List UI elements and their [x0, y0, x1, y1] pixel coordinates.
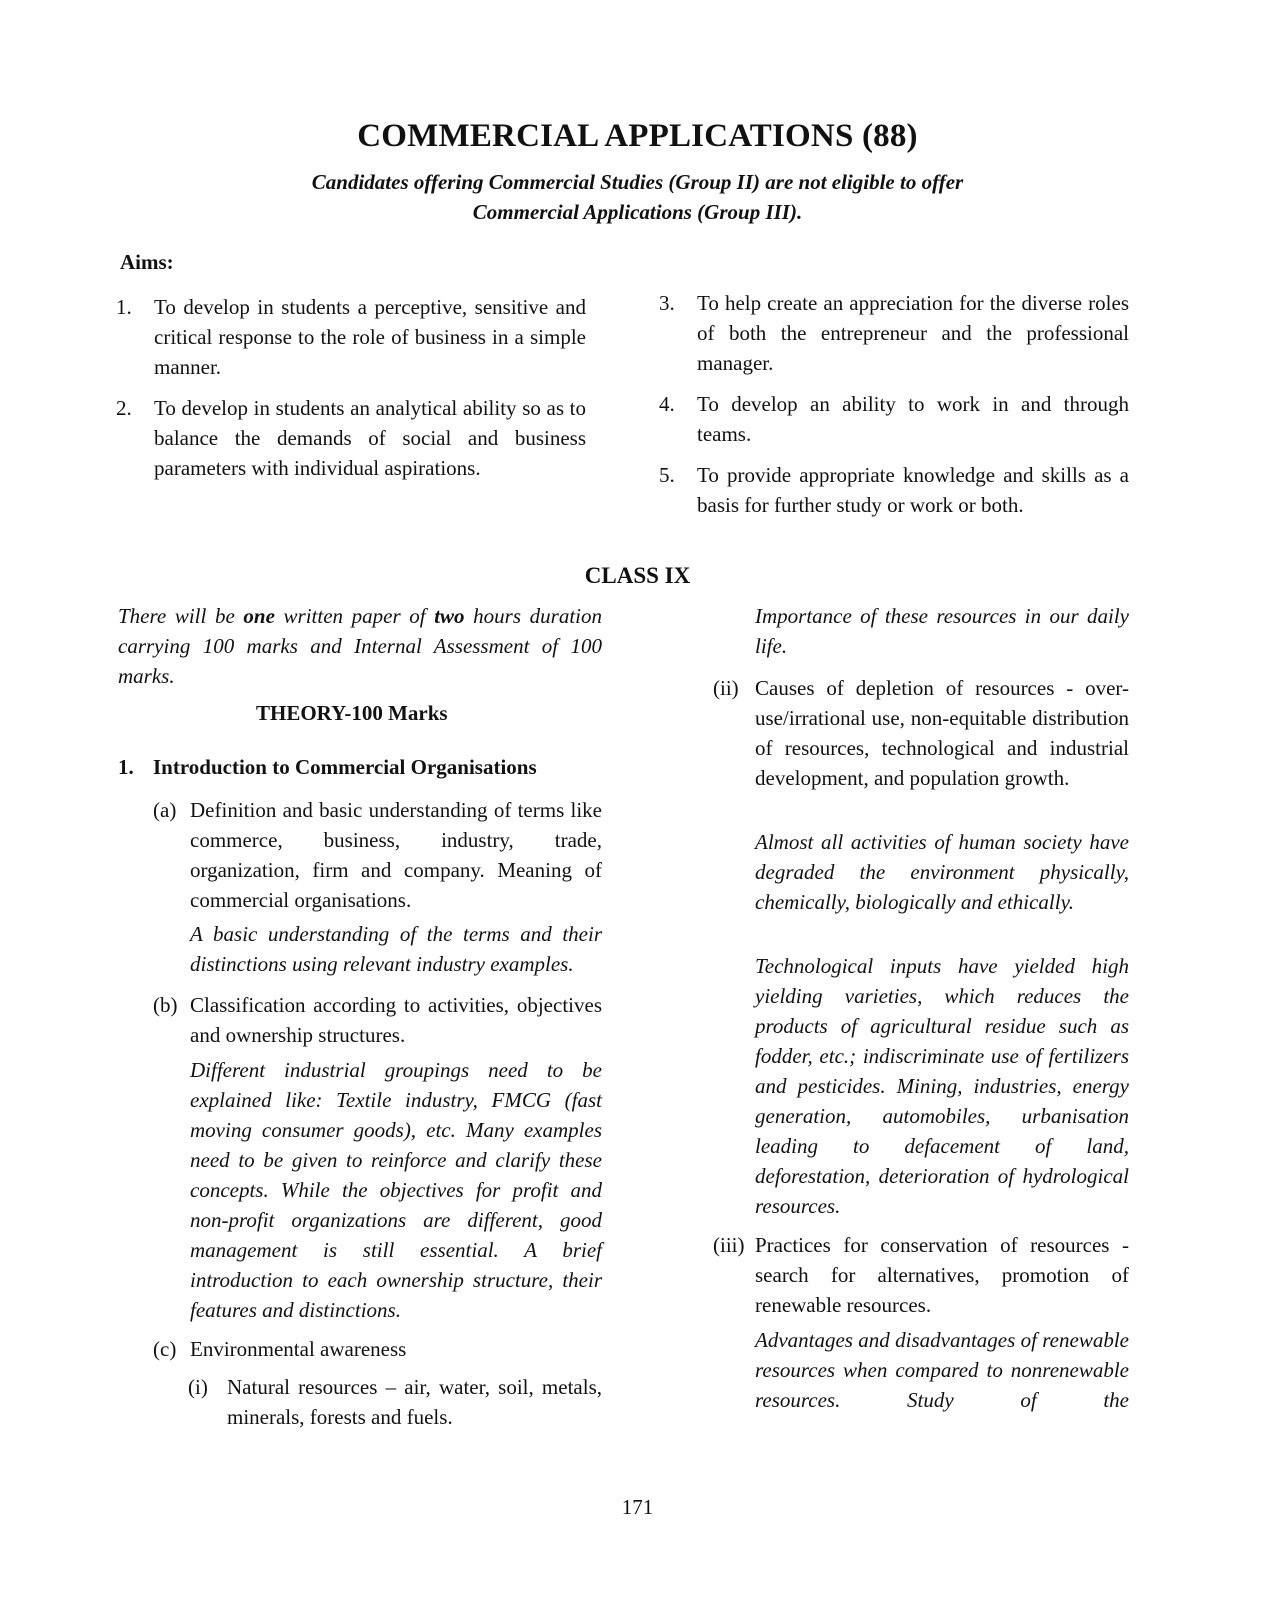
class-heading: CLASS IX [584, 563, 691, 588]
aim-item [659, 389, 1129, 449]
aim-text: To provide appropriate knowledge and skills as a basis for further study or work or both. [697, 463, 1129, 517]
aim-item [116, 393, 586, 483]
subtitle-line-1: Candidates offering Commercial Studies (Group II) are not eligible to offer [311, 170, 964, 194]
intro-bold-one: one [243, 604, 275, 628]
item-label: (iii) [713, 1233, 745, 1257]
theory-heading: THEORY-100 Marks [256, 701, 448, 725]
item-b-note: Different industrial groupings need to be explained like: Textile industry, FMCG (fast moving consumer goods), etc. Many examples need to be given to reinforce and clarify these concepts. While the objectives for profit and non-profit organizations are different, good management is still essential. A brief introduction to each ownership structure, their features and distinctions. [190, 1058, 602, 1322]
item-c-ii-note-1: Almost all activities of human society have degraded the environment physically, chemically, biologically and ethically. [755, 830, 1129, 914]
section-heading [118, 755, 537, 780]
item-text: Causes of depletion of resources - over-use/irrational use, non-equitable distribution of resources, technological and industrial development, and population growth. [755, 676, 1129, 790]
resources-importance-note: Importance of these resources in our daily life. [755, 604, 1129, 658]
item-c-i [188, 1372, 602, 1432]
aim-text: To develop an ability to work in and through teams. [697, 392, 1129, 446]
item-text: Definition and basic understanding of terms like commerce, business, industry, trade, organization, firm and company. Meaning of commercial organisations. [190, 798, 602, 912]
item-label: (i) [188, 1375, 208, 1399]
aim-text: To develop in students an analytical ability so as to balance the demands of social and business parameters with individual aspirations. [154, 396, 586, 480]
section-number: 1. [118, 755, 134, 779]
aim-item [659, 288, 1129, 378]
aim-number: 2. [116, 396, 132, 420]
aim-number: 1. [116, 295, 132, 319]
item-c-iii-note: Advantages and disadvantages of renewable resources when compared to nonrenewable resources. Study of the [755, 1328, 1129, 1412]
item-label: (b) [153, 993, 178, 1017]
aim-item [659, 460, 1129, 520]
item-text: Practices for conservation of resources - search for alternatives, promotion of renewable resources. [755, 1233, 1129, 1317]
aim-text: To develop in students a perceptive, sensitive and critical response to the role of business in a simple manner. [154, 295, 586, 379]
item-label: (a) [153, 798, 177, 822]
aim-number: 4. [659, 392, 675, 416]
subtitle-line-2: Commercial Applications (Group III). [472, 200, 803, 224]
section-title: Introduction to Commercial Organisations [153, 755, 537, 779]
item-text: Natural resources – air, water, soil, metals, minerals, forests and fuels. [227, 1375, 602, 1429]
page-number: 171 [621, 1495, 654, 1519]
item-c-iii [713, 1230, 1129, 1320]
item-c-ii-note-2: Technological inputs have yielded high yielding varieties, which reduces the products of agricultural residue such as fodder, etc.; indiscriminate use of fertilizers and pesticides. Mining, industries, energy generation, automobiles, urbanisation leading to defacement of land, deforestation, deterioration of hydrological resources. [755, 954, 1129, 1218]
intro-text: There will be [118, 604, 244, 628]
item-label: (c) [153, 1337, 177, 1361]
item-c-ii [713, 673, 1129, 793]
item-a-note: A basic understanding of the terms and their distinctions using relevant industry examples. [190, 922, 602, 976]
item-c [153, 1334, 602, 1364]
item-text: Classification according to activities, objectives and ownership structures. [190, 993, 602, 1047]
aim-text: To help create an appreciation for the diverse roles of both the entrepreneur and the professional manager. [697, 291, 1129, 375]
item-label: (ii) [713, 676, 739, 700]
intro-text: written paper of [274, 604, 435, 628]
page-title: COMMERCIAL APPLICATIONS (88) [357, 118, 918, 154]
item-text: Environmental awareness [190, 1337, 407, 1361]
item-a [153, 795, 602, 915]
paper-description [118, 601, 602, 691]
item-b [153, 990, 602, 1050]
intro-bold-two: two [434, 604, 465, 628]
aim-number: 5. [659, 463, 675, 487]
aim-number: 3. [659, 291, 675, 315]
aim-item [116, 292, 586, 382]
intro-text: hours duration carrying 100 marks and Internal Assessment of 100 marks. [118, 604, 602, 688]
aims-heading: Aims: [120, 250, 174, 274]
